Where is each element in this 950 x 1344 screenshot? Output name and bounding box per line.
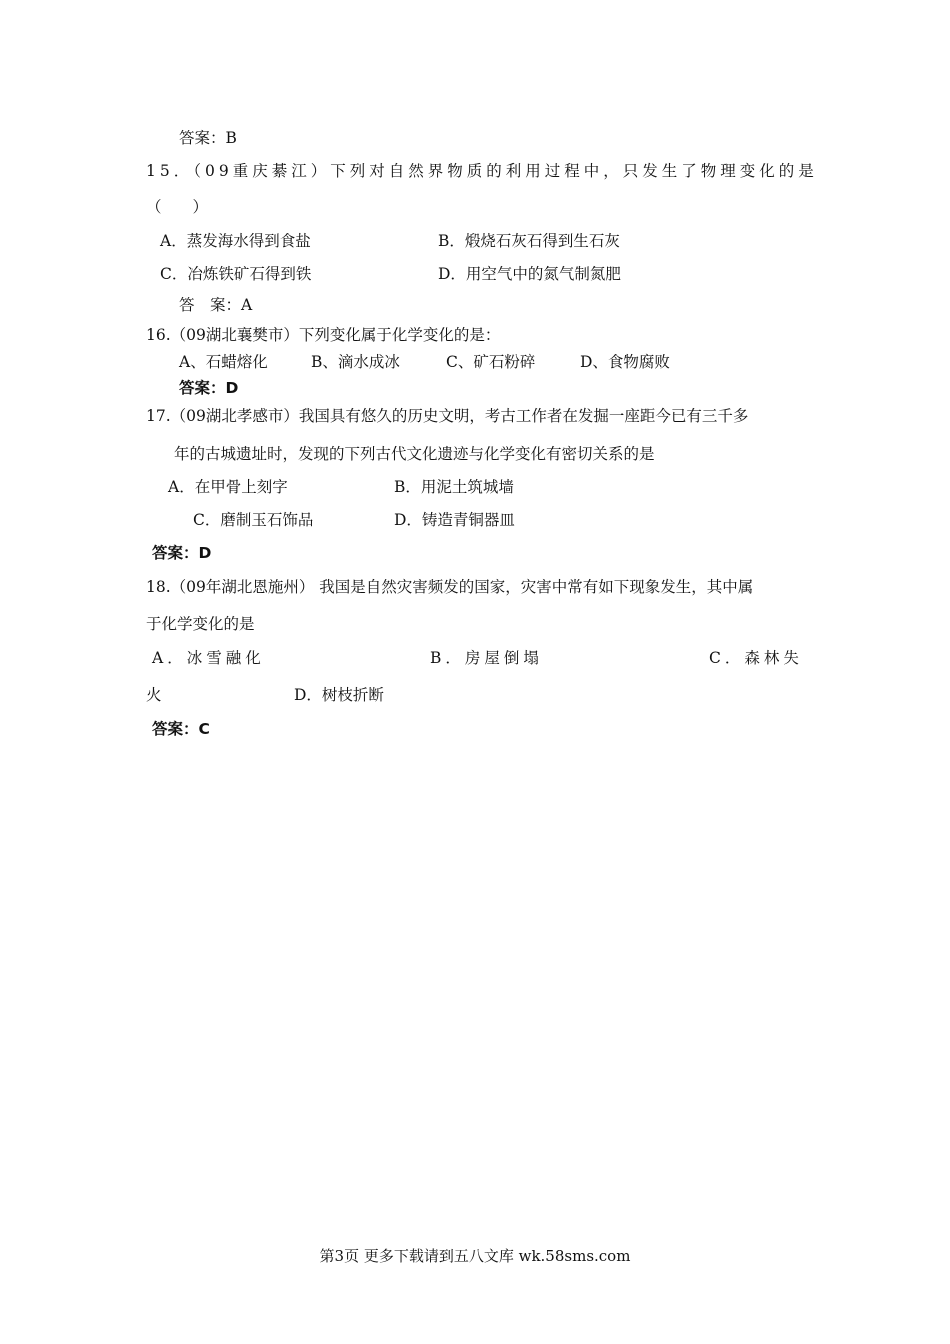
question-18-option-a: A．冰雪融化 — [152, 649, 265, 667]
question-18-option-c-continued: 火 — [146, 686, 162, 704]
question-17-option-a: A．在甲骨上刻字 — [168, 478, 288, 496]
question-16-option-d: D、食物腐败 — [580, 353, 670, 371]
question-17-option-b: B．用泥土筑城墙 — [394, 478, 514, 496]
question-15-option-a: A．蒸发海水得到食盐 — [160, 232, 311, 250]
answer-15: 答 案：A — [179, 296, 253, 314]
question-16-stem: 16.（09湖北襄樊市）下列变化属于化学变化的是： — [146, 326, 501, 344]
question-17-stem-line1: 17.（09湖北孝感市）我国具有悠久的历史文明，考古工作者在发掘一座距今已有三千多 — [146, 407, 749, 425]
question-15-option-b: B．煅烧石灰石得到生石灰 — [438, 232, 620, 250]
answer-14: 答案：B — [179, 129, 237, 147]
question-17-option-d: D．铸造青铜器皿 — [394, 511, 515, 529]
answer-17: 答案：D — [152, 544, 212, 562]
question-18-stem-line2: 于化学变化的是 — [146, 615, 255, 633]
question-15-stem: 15．（09重庆綦江）下列对自然界物质的利用过程中，只发生了物理变化的是 — [146, 162, 818, 180]
question-15-option-d: D．用空气中的氮气制氮肥 — [438, 265, 621, 283]
question-15-paren: （ ） — [146, 198, 209, 216]
answer-18: 答案：C — [152, 720, 210, 738]
question-17-stem-line2: 年的古城遗址时，发现的下列古代文化遗迹与化学变化有密切关系的是 — [174, 445, 655, 463]
question-18-stem-line1: 18.（09年湖北恩施州） 我国是自然灾害频发的国家，灾害中常有如下现象发生，其中属 — [146, 578, 754, 596]
question-16-option-c: C、矿石粉碎 — [446, 353, 536, 371]
page-footer: 第3页 更多下载请到五八文库 wk.58sms.com — [319, 1247, 631, 1265]
question-18-option-c: C．森林失 — [709, 649, 803, 667]
question-16-option-a: A、石蜡熔化 — [179, 353, 268, 371]
answer-16: 答案：D — [179, 379, 239, 397]
question-18-option-d: D．树枝折断 — [294, 686, 384, 704]
question-15-option-c: C．冶炼铁矿石得到铁 — [160, 265, 312, 283]
question-16-option-b: B、滴水成冰 — [311, 353, 400, 371]
question-18-option-b: B．房屋倒塌 — [430, 649, 543, 667]
question-17-option-c: C．磨制玉石饰品 — [193, 511, 314, 529]
